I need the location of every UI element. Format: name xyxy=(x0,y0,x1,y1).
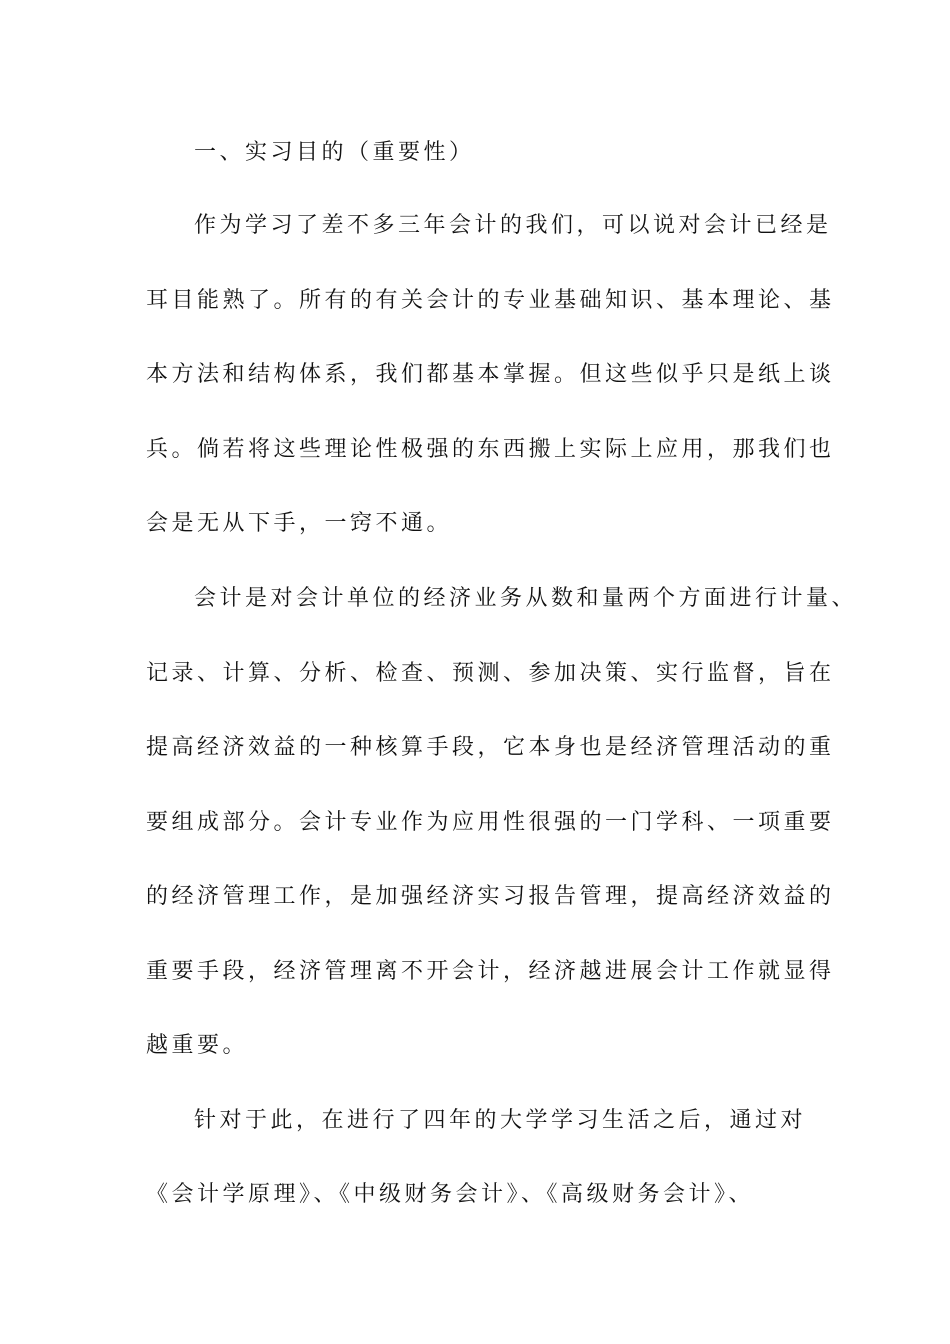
paragraph-2-line-5: 的经济管理工作，是加强经济实习报告管理，提高经济效益的 xyxy=(146,884,835,909)
paragraph-1-line-1: 作为学习了差不多三年会计的我们，可以说对会计已经是 xyxy=(194,213,832,238)
paragraph-1-line-3: 本方法和结构体系，我们都基本掌握。但这些似乎只是纸上谈 xyxy=(146,362,835,387)
paragraph-2-line-7: 越重要。 xyxy=(146,1033,249,1058)
paragraph-3-line-1: 针对于此，在进行了四年的大学学习生活之后，通过对 xyxy=(194,1108,807,1133)
paragraph-2-line-3: 提高经济效益的一种核算手段，它本身也是经济管理活动的重 xyxy=(146,735,835,760)
paragraph-2-line-1: 会计是对会计单位的经济业务从数和量两个方面进行计量、 xyxy=(194,586,858,611)
paragraph-3-line-2: 《会计学原理》、《中级财务会计》、《高级财务会计》、 xyxy=(146,1182,755,1207)
paragraph-1-line-4: 兵。倘若将这些理论性极强的东西搬上实际上应用，那我们也 xyxy=(146,437,835,462)
paragraph-1-line-2: 耳目能熟了。所有的有关会计的专业基础知识、基本理论、基 xyxy=(146,288,835,313)
paragraph-2-line-4: 要组成部分。会计专业作为应用性很强的一门学科、一项重要 xyxy=(146,810,835,835)
section-heading: 一、实习目的（重要性） xyxy=(194,140,475,165)
paragraph-2-line-2: 记录、计算、分析、检查、预测、参加决策、实行监督，旨在 xyxy=(146,661,835,686)
paragraph-1-line-5: 会是无从下手，一窍不通。 xyxy=(146,511,453,536)
paragraph-2-line-6: 重要手段，经济管理离不开会计，经济越进展会计工作就显得 xyxy=(146,959,835,984)
